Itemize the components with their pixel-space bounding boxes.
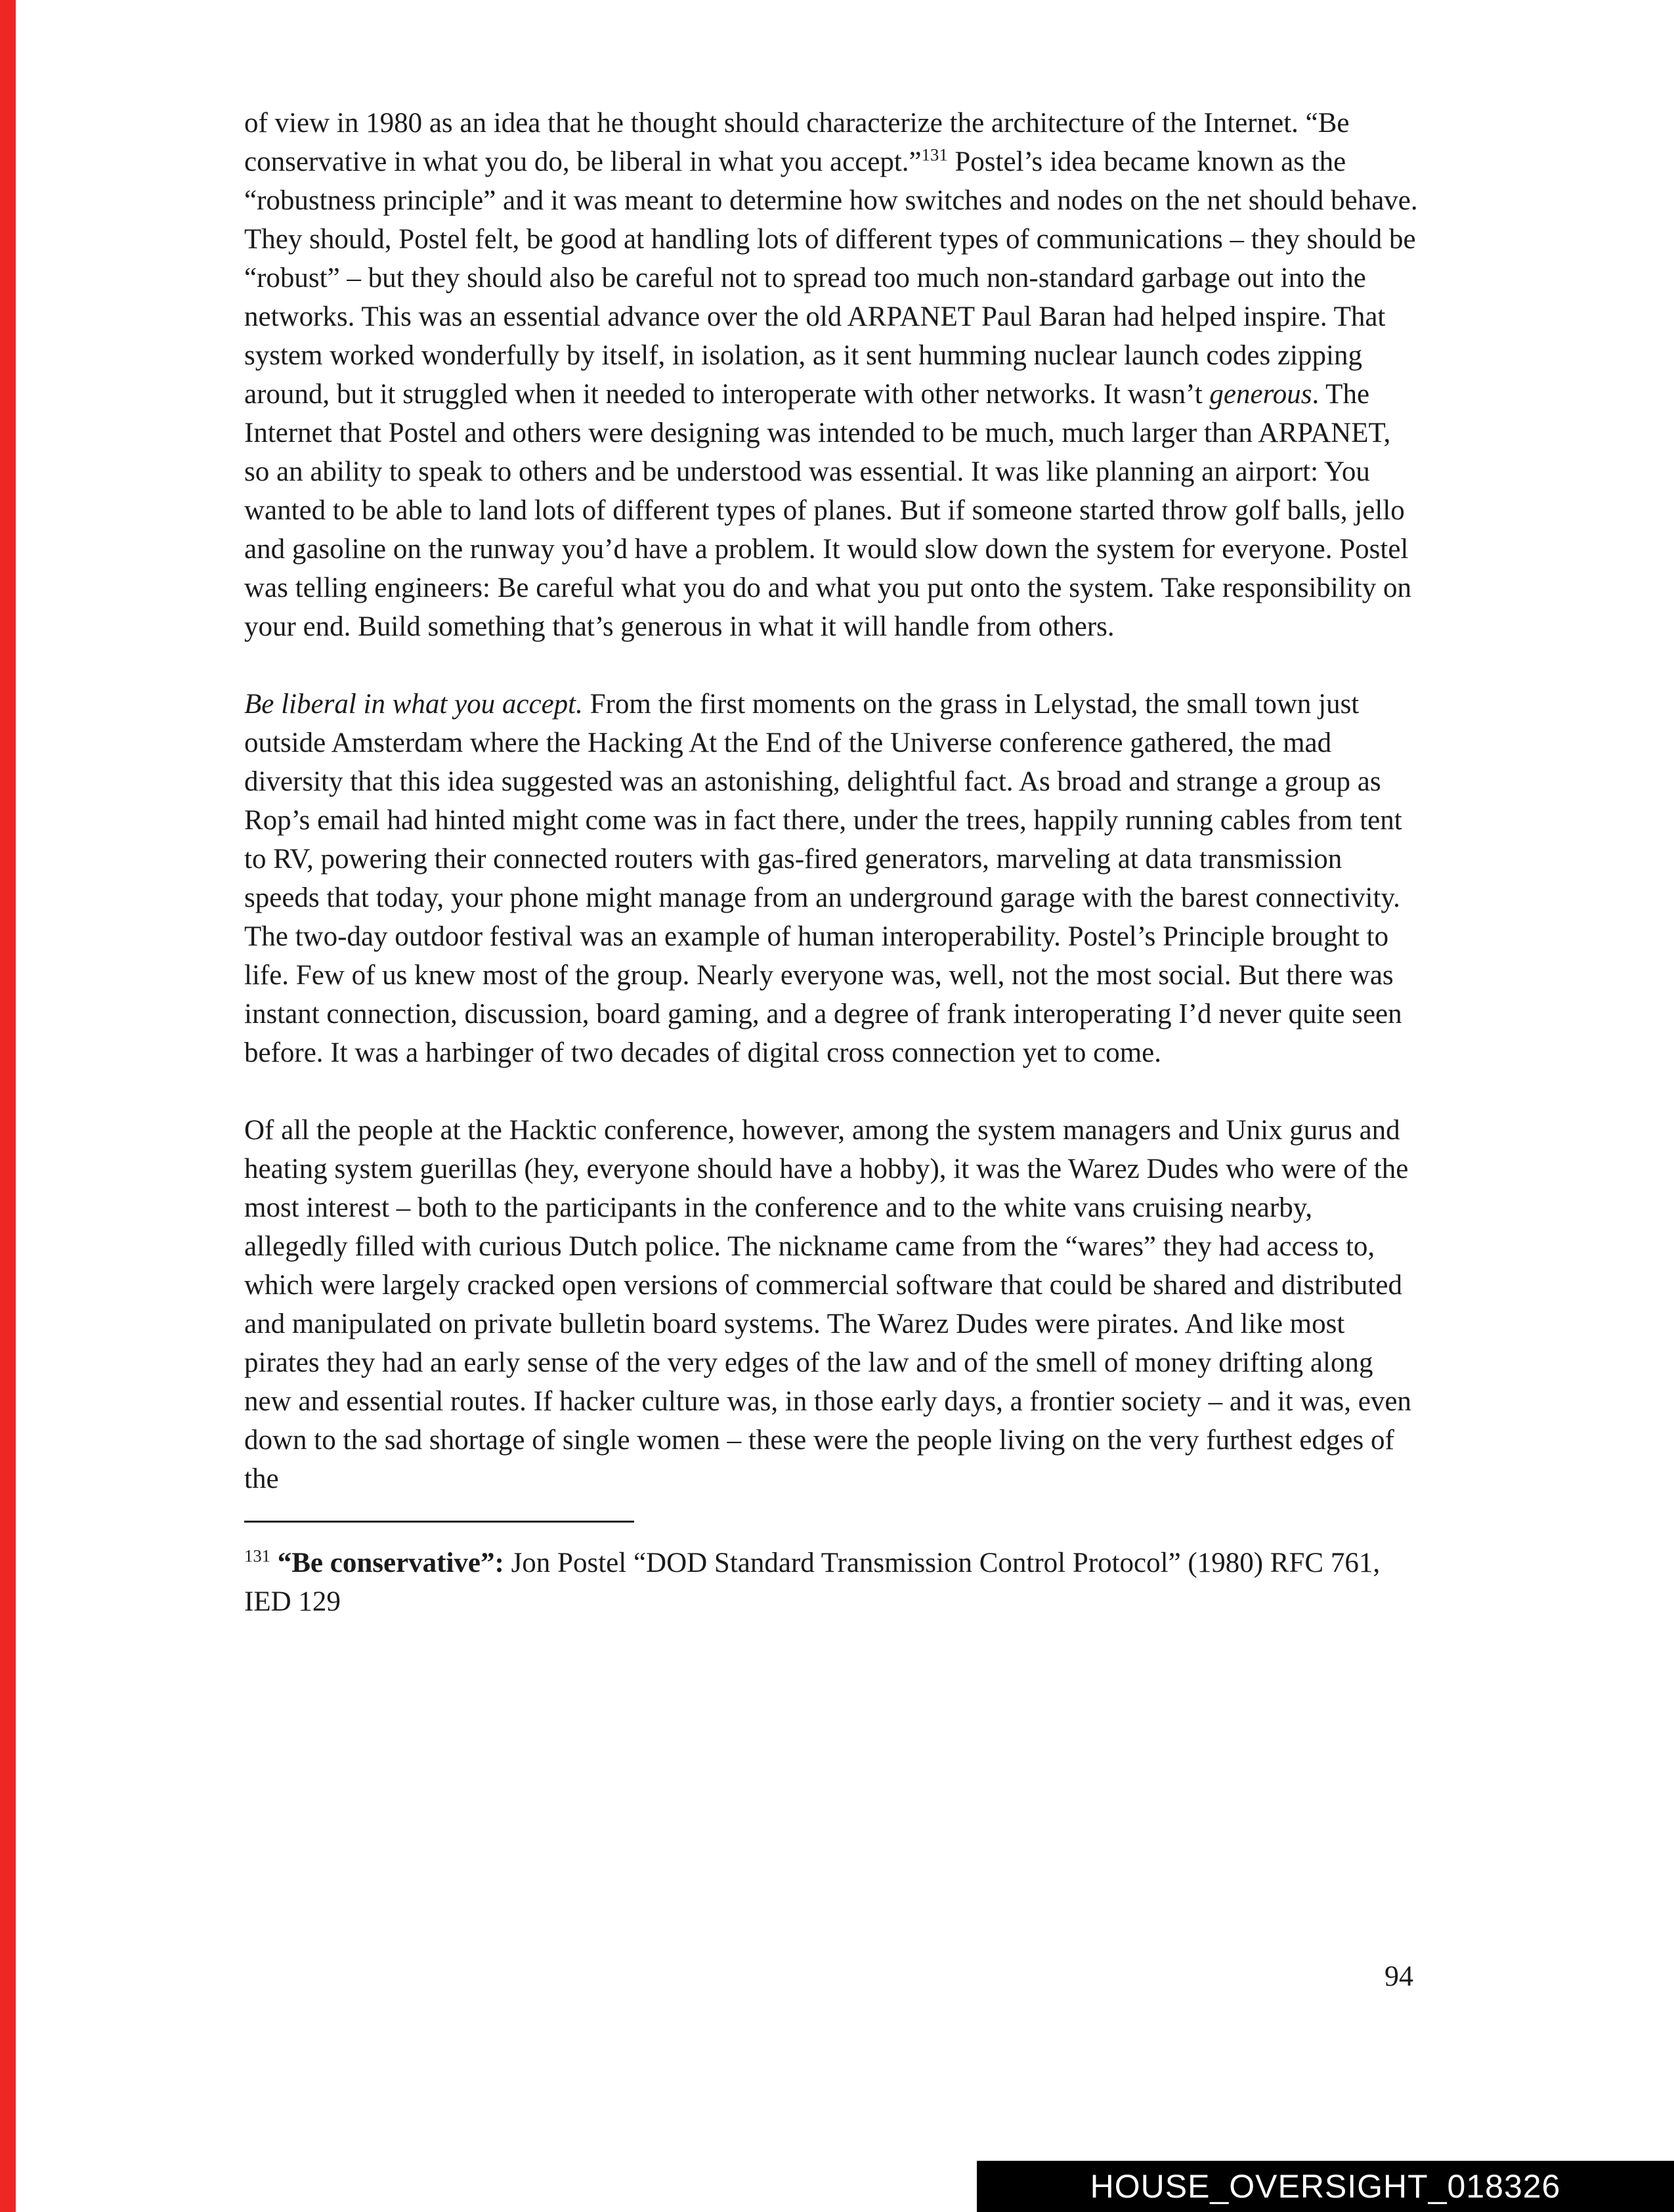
- footnote: [244, 1544, 1419, 1621]
- paragraph: [244, 685, 1419, 1072]
- text-run-italic: Be liberal in what you accept.: [244, 689, 583, 720]
- bates-number: HOUSE_OVERSIGHT_018326: [1090, 2168, 1561, 2205]
- text-run-normal: From the first moments on the grass in Lelystad, the small town just outside Amsterdam where the Hacking At the End of the Universe conference gathered, the mad diversity that this idea suggested was an astonishing, delightful fact. As broad and strange a group as Rop’s email had hinted might come was in fact there, under the trees, happily running cables from tent to RV, powering their connected routers with gas-fired generators, marveling at data transmission speeds that today, your phone might manage from an underground garage with the barest connectivity. The two-day outdoor festival was an example of human interoperability. Postel’s Principle brought to life. Few of us knew most of the group. Nearly everyone was, well, not the most social. But there was instant connection, discussion, board gaming, and a degree of frank interoperating I’d never quite seen before. It was a harbinger of two decades of digital cross connection yet to come.: [244, 689, 1402, 1068]
- text-run-normal: Postel’s idea became known as the “robustness principle” and it was meant to determine how switches and nodes on the net should behave. They should, Postel felt, be good at handling lots of different types of communications – they should be “robust” – but they should also be careful not to spread too much non-standard garbage out into the networks. This was an essential advance over the old ARPANET Paul Baran had helped inspire. That system worked wonderfully by itself, in isolation, as it sent humming nuclear launch codes zipping around, but it struggled when it needed to interoperate with other networks. It wasn’t: [244, 146, 1418, 410]
- text-run-normal: Of all the people at the Hacktic conference, however, among the system managers and Unix gurus and heating system guerillas (hey, everyone should have a hobby), it was the Warez Dudes who were of the most interest – both to the participants in the conference and to the white vans cruising nearby, allegedly filled with curious Dutch police. The nickname came from the “wares” they had access to, which were largely cracked open versions of commercial software that could be shared and distributed and manipulated on private bulletin board systems. The Warez Dudes were pirates. And like most pirates they had an early sense of the very edges of the law and of the smell of money drifting along new and essential routes. If hacker culture was, in those early days, a frontier society – and it was, even down to the sad shortage of single women – these were the people living on the very furthest edges of the: [244, 1115, 1411, 1494]
- body-paragraphs: [244, 104, 1419, 1498]
- text-run-sup: 131: [244, 1546, 270, 1566]
- page-content: [244, 104, 1419, 1621]
- paragraph: [244, 1111, 1419, 1498]
- footnote-separator: [244, 1521, 634, 1523]
- bates-stamp-bar: [977, 2161, 1674, 2212]
- text-run-normal: . The Internet that Postel and others were designing was intended to be much, much larger than ARPANET, so an ability to speak to others and be understood was essential. It was like planning an airport: You wanted to be able to land lots of different types of planes. But if someone started throw golf balls, jello and gasoline on the runway you’d have a problem. It would slow down the system for everyone. Postel was telling engineers: Be careful what you do and what you put onto the system. Take responsibility on your end. Build something that’s generous in what it will handle from others.: [244, 379, 1411, 642]
- text-run-normal: of view in 1980 as an idea that he thought should characterize the architecture of the Internet. “Be conservative in what you do, be liberal in what you accept.”: [244, 108, 1350, 177]
- text-run-bold: “Be conservative”:: [270, 1548, 504, 1578]
- paragraph: [244, 104, 1419, 646]
- text-run-italic: generous: [1209, 379, 1312, 410]
- page-number: 94: [1384, 1960, 1413, 1992]
- text-run-sup: 131: [921, 144, 948, 165]
- left-red-stripe: [0, 0, 16, 2212]
- text-run-normal: Jon Postel “DOD Standard Transmission Control Protocol” (1980) RFC 761, IED 129: [244, 1548, 1381, 1617]
